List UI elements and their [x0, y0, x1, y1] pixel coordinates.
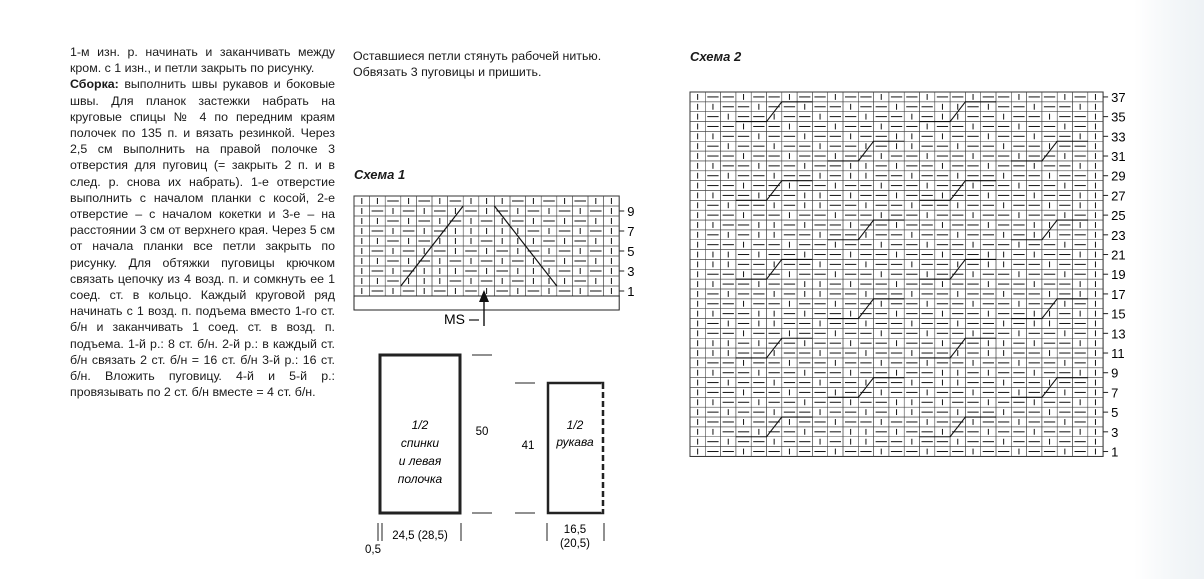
row-number: 5 [1111, 405, 1119, 421]
sleeve-height-label: 41 [521, 440, 535, 452]
pattern-pieces [360, 345, 630, 560]
assembly-heading: Сборка: [70, 77, 119, 92]
back-edge-label: 0,5 [365, 544, 381, 556]
row-number: 21 [1111, 247, 1126, 263]
row-number: 37 [1111, 89, 1126, 105]
scheme-2-title: Схема 2 [690, 49, 742, 64]
row-number: 29 [1111, 168, 1126, 184]
row-number: 25 [1111, 208, 1126, 224]
scheme-2-chart [690, 89, 1130, 462]
back-piece-outline [380, 355, 460, 513]
back-label-line-3: и левая [398, 454, 442, 468]
instructions-column-2 [353, 48, 623, 80]
scheme-1-chart [354, 196, 635, 327]
instructions-column-1 [70, 44, 335, 400]
paragraph-finishing: 1-м изн. р. начинать и заканчивать между кром. с 1 изн., и петли закрыть по рисунку. [70, 45, 335, 76]
row-number: 15 [1111, 306, 1126, 322]
row-number: 23 [1111, 227, 1126, 243]
ms-label: MS [444, 311, 465, 327]
row-number: 33 [1111, 129, 1126, 145]
row-number: 3 [627, 264, 635, 279]
back-height-label: 50 [475, 426, 489, 438]
paragraph-assembly [70, 76, 335, 400]
scheme-1-title: Схема 1 [354, 167, 406, 182]
assembly-text: выполнить швы рукавов и боковые швы. Для планок застежки набрать на круговые спицы № 4 по передним краям полочек по 135 п. и вязать резинкой. Через 2,5 см выполнить на правой полочке 3 отверстия для пуговиц (= закрыть 2 п. и в след. р. снова их набрать). 1-е отверстие выполнить с началом планки с косой, 2-е отверстие – с началом кокетки и 3-е – на расстоянии 3 см от верхнего края. Через 5 см от начала планки все петли закрыть по рисунку. Для обтяжки пуговицы крючком связать цепочку из 4 возд. п. и сомкнуть ее 1 соед. ст. в кольцо. Каждый круговой ряд начинать с 1 возд. п. подъема вместо 1-го ст. б/н и заканчивать 1 соед. ст. в возд. п. подъема. 1-й р.: 8 ст. б/н. 2-й р.: в каждый ст. б/н связать 2 ст. б/н = 16 ст. б/н 3-й р.: 16 ст. б/н. Вложить пуговицу. 4-й и 5-й р.: провязывать по 2 ст. б/н вместе = 4 ст. б/н. [70, 77, 335, 400]
row-number: 31 [1111, 149, 1126, 165]
back-label-line-4: полочка [397, 472, 443, 486]
sleeve-label-line-2: рукава [556, 435, 594, 449]
row-number: 9 [1111, 365, 1119, 381]
row-number: 27 [1111, 188, 1126, 204]
sleeve-label-line-1: 1/2 [566, 418, 584, 432]
row-number: 11 [1111, 346, 1125, 362]
row-number: 13 [1111, 326, 1126, 342]
row-number: 7 [627, 224, 635, 239]
row-number: 17 [1111, 286, 1126, 302]
row-number: 35 [1111, 109, 1126, 125]
row-number: 1 [1111, 444, 1119, 460]
back-width-label: 24,5 (28,5) [392, 530, 448, 542]
row-number: 19 [1111, 267, 1126, 283]
back-label-line-1: 1/2 [411, 418, 429, 432]
paragraph-buttons: Оставшиеся петли стянуть рабочей нитью. Обвязать 3 пуговицы и пришить. [353, 49, 602, 80]
row-number: 5 [627, 244, 635, 259]
row-number: 9 [627, 204, 635, 219]
row-number: 3 [1111, 424, 1119, 440]
back-label-line-2: спинки [400, 436, 440, 450]
sleeve-width-label-1: 16,5 [563, 524, 587, 536]
row-number: 7 [1111, 385, 1119, 401]
sleeve-width-label-2: (20,5) [559, 538, 591, 550]
row-number: 1 [627, 284, 635, 299]
page-background-edge [1134, 0, 1204, 579]
